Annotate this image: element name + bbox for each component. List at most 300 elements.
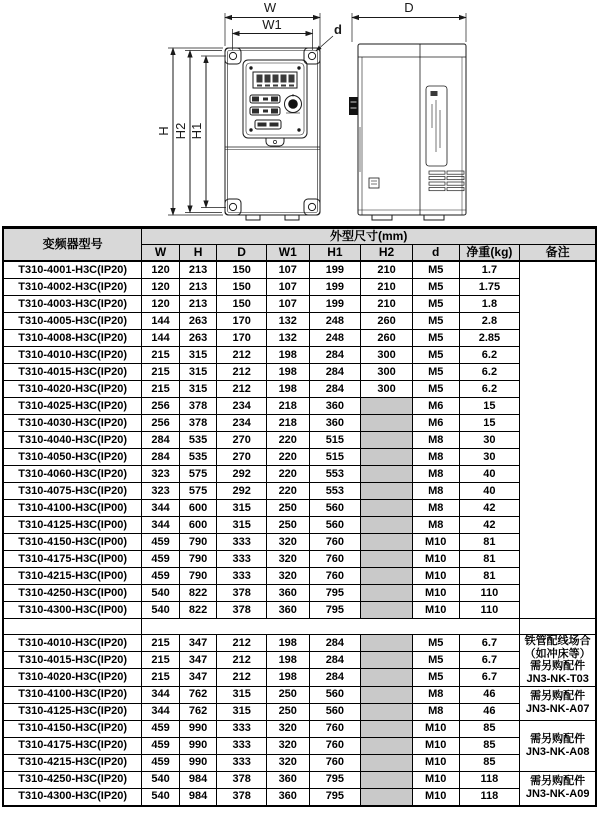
dimension-cell: 213 (179, 296, 216, 313)
dimension-cell: M6 (412, 415, 459, 432)
dimension-cell: 760 (309, 737, 361, 754)
dimension-cell: 30 (459, 449, 520, 466)
dimension-cell: 600 (179, 517, 216, 534)
dimension-cell: 360 (309, 398, 361, 415)
dimension-cell: 284 (309, 364, 361, 381)
dimension-cell: 234 (217, 415, 267, 432)
dimension-cell: 248 (309, 313, 361, 330)
dimension-cell: 553 (309, 466, 361, 483)
dimension-cell: 40 (459, 466, 520, 483)
dimension-cell: M5 (412, 296, 459, 313)
dimension-cell: 760 (309, 720, 361, 737)
dimension-cell: 600 (179, 500, 216, 517)
table-row (3, 686, 596, 703)
dimension-cell: 315 (217, 500, 267, 517)
model-cell: T310-4150-H3C(IP00) (3, 534, 142, 551)
dimension-cell: 85 (459, 720, 520, 737)
table-row (3, 754, 596, 771)
dimension-cell: 795 (309, 602, 361, 619)
model-cell: T310-4015-H3C(IP20) (3, 364, 142, 381)
table-row (3, 279, 596, 296)
table-row (3, 381, 596, 398)
dimension-cell: 210 (361, 261, 413, 279)
dimension-cell: 378 (179, 398, 216, 415)
dimension-cell: 198 (266, 364, 309, 381)
dimension-cell: 300 (361, 364, 413, 381)
dimension-cell: 344 (142, 703, 179, 720)
dimension-cell: 132 (266, 313, 309, 330)
table-row (3, 347, 596, 364)
table-row (3, 449, 596, 466)
dimension-cell: 344 (142, 500, 179, 517)
dimension-cell: 315 (179, 364, 216, 381)
dimension-cell: 760 (309, 754, 361, 771)
table-row (3, 788, 596, 806)
separator-row (3, 619, 596, 635)
remark-cell (520, 720, 596, 771)
dimension-cell: M10 (412, 720, 459, 737)
dimension-cell: 333 (217, 534, 267, 551)
table-header (3, 228, 596, 262)
dimension-cell: 6.2 (459, 381, 520, 398)
dimension-cell: 1.8 (459, 296, 520, 313)
dimension-cell: 81 (459, 568, 520, 585)
dimension-cell: 333 (217, 754, 267, 771)
dimension-cell: 1.7 (459, 261, 520, 279)
dimension-cell: 144 (142, 313, 179, 330)
model-cell: T310-4060-H3C(IP20) (3, 466, 142, 483)
dimension-cell: 170 (217, 330, 267, 347)
dimension-cell (361, 483, 413, 500)
dimension-cell: 284 (309, 381, 361, 398)
dimension-cell: 344 (142, 517, 179, 534)
dimension-cell: 535 (179, 449, 216, 466)
dimension-cell: 323 (142, 483, 179, 500)
dimension-cell: 218 (266, 415, 309, 432)
dimension-cell: 315 (179, 347, 216, 364)
dimension-cell: 198 (266, 381, 309, 398)
dimension-cell: 212 (217, 364, 267, 381)
dimension-cell: 150 (217, 279, 267, 296)
dimension-cell: 270 (217, 432, 267, 449)
model-cell: T310-4175-H3C(IP20) (3, 737, 142, 754)
separator-cell (520, 619, 596, 635)
dimension-cell: 990 (179, 737, 216, 754)
dimension-cell: 1.75 (459, 279, 520, 296)
dimension-cell: 250 (266, 500, 309, 517)
dimension-cell: 6.2 (459, 364, 520, 381)
model-cell: T310-4008-H3C(IP20) (3, 330, 142, 347)
dimension-cell: M8 (412, 432, 459, 449)
dimension-cell: 540 (142, 602, 179, 619)
model-cell: T310-4005-H3C(IP20) (3, 313, 142, 330)
dimension-cell: 292 (217, 466, 267, 483)
model-cell: T310-4215-H3C(IP20) (3, 754, 142, 771)
dimension-cell: 459 (142, 754, 179, 771)
front-height2-label: H2 (173, 122, 188, 140)
remark-cell (520, 686, 596, 720)
dimension-cell: 795 (309, 771, 361, 788)
dimension-cell: 198 (266, 635, 309, 652)
dimension-cell (361, 449, 413, 466)
dimension-cell: 215 (142, 669, 179, 686)
remark-cell (520, 261, 596, 619)
dimension-cell: 760 (309, 534, 361, 551)
dimension-cell: 347 (179, 669, 216, 686)
dimension-cell: 320 (266, 720, 309, 737)
dimension-cell: 218 (266, 398, 309, 415)
dimension-cell: 150 (217, 296, 267, 313)
front-width1-label: W1 (262, 17, 282, 32)
dimension-cell: 144 (142, 330, 179, 347)
dimension-cell: 6.7 (459, 669, 520, 686)
dimension-cell: 40 (459, 483, 520, 500)
col-header-w: W (142, 245, 179, 262)
dimension-cell: M10 (412, 551, 459, 568)
dimension-cell: 263 (179, 313, 216, 330)
dimension-cell: 320 (266, 737, 309, 754)
dimension-cell: 85 (459, 737, 520, 754)
dimension-cell (361, 635, 413, 652)
model-cell: T310-4100-H3C(IP20) (3, 686, 142, 703)
dimension-cell: 760 (309, 568, 361, 585)
dimension-cell (361, 686, 413, 703)
dimensions-table (2, 226, 597, 807)
dimension-cell: 6.7 (459, 635, 520, 652)
remark-line: （如冲床等） (524, 647, 591, 660)
table-row (3, 652, 596, 669)
dimension-cell: 760 (309, 551, 361, 568)
dimension-cell: 320 (266, 551, 309, 568)
dimension-cell: 198 (266, 347, 309, 364)
dimension-cell: 347 (179, 652, 216, 669)
dimension-cell: 300 (361, 347, 413, 364)
model-cell: T310-4010-H3C(IP20) (3, 635, 142, 652)
dimension-cell: M10 (412, 754, 459, 771)
dimension-cell: 220 (266, 466, 309, 483)
dimension-cell: 560 (309, 686, 361, 703)
dimension-cell: 270 (217, 449, 267, 466)
dimension-cell (361, 771, 413, 788)
dimension-cell: 284 (142, 449, 179, 466)
dimension-cell: M10 (412, 534, 459, 551)
dimension-cell: 215 (142, 635, 179, 652)
dimension-cell: 378 (179, 415, 216, 432)
table-row (3, 296, 596, 313)
table-row (3, 398, 596, 415)
model-cell: T310-4050-H3C(IP20) (3, 449, 142, 466)
dimension-cell: 212 (217, 347, 267, 364)
dimension-cell: 107 (266, 261, 309, 279)
model-cell: T310-4100-H3C(IP00) (3, 500, 142, 517)
dimension-cell: 250 (266, 703, 309, 720)
dimension-cell: M5 (412, 635, 459, 652)
table-row (3, 602, 596, 619)
dimension-cell: 333 (217, 737, 267, 754)
dimension-cell: 6.7 (459, 652, 520, 669)
dimension-cell: M10 (412, 602, 459, 619)
dimension-cell: M8 (412, 483, 459, 500)
table-row (3, 466, 596, 483)
dimension-cell: 256 (142, 398, 179, 415)
dimension-cell: M8 (412, 466, 459, 483)
dimension-cell: 560 (309, 500, 361, 517)
dimension-cell (361, 788, 413, 806)
table-row (3, 517, 596, 534)
front-height1-label: H1 (189, 122, 204, 140)
dimension-cell: 46 (459, 686, 520, 703)
dimension-cell: 170 (217, 313, 267, 330)
dimension-cell: 459 (142, 720, 179, 737)
dimension-cell: 110 (459, 585, 520, 602)
model-cell: T310-4001-H3C(IP20) (3, 261, 142, 279)
dimension-cell: 284 (309, 347, 361, 364)
model-cell: T310-4150-H3C(IP20) (3, 720, 142, 737)
dimension-cell (361, 737, 413, 754)
dimension-cell: 575 (179, 483, 216, 500)
dimension-cell: 515 (309, 432, 361, 449)
model-cell: T310-4030-H3C(IP20) (3, 415, 142, 432)
seven-segment-display (257, 75, 295, 87)
table-row (3, 568, 596, 585)
dimension-cell: 540 (142, 585, 179, 602)
dimension-cell: 215 (142, 381, 179, 398)
dimension-cell: 822 (179, 602, 216, 619)
dimension-cell: 81 (459, 534, 520, 551)
remark-line: 需另购配件 (530, 690, 586, 703)
remark-cell (520, 771, 596, 806)
dimension-cell: 118 (459, 771, 520, 788)
model-cell: T310-4250-H3C(IP00) (3, 585, 142, 602)
dimension-cell: 535 (179, 432, 216, 449)
dimension-cell: 315 (179, 381, 216, 398)
model-cell: T310-4125-H3C(IP20) (3, 703, 142, 720)
table-row (3, 313, 596, 330)
separator-cell (3, 619, 142, 635)
dimension-cell (361, 720, 413, 737)
dimension-cell: M5 (412, 381, 459, 398)
dimension-cell: 220 (266, 483, 309, 500)
model-cell: T310-4175-H3C(IP00) (3, 551, 142, 568)
col-header-remark: 备注 (520, 245, 596, 262)
dimension-cell: M8 (412, 686, 459, 703)
dimension-cell: 234 (217, 398, 267, 415)
dimension-cell: M5 (412, 347, 459, 364)
model-cell: T310-4215-H3C(IP00) (3, 568, 142, 585)
dimension-cell (361, 703, 413, 720)
model-cell: T310-4003-H3C(IP20) (3, 296, 142, 313)
dimension-cell: 575 (179, 466, 216, 483)
dimension-cell: 210 (361, 279, 413, 296)
table-row (3, 534, 596, 551)
separator-cell (142, 619, 520, 635)
dimension-cell: 215 (142, 364, 179, 381)
table-row (3, 364, 596, 381)
dimension-cell: M10 (412, 771, 459, 788)
table-row (3, 737, 596, 754)
model-cell: T310-4020-H3C(IP20) (3, 669, 142, 686)
dimension-cell: 284 (309, 652, 361, 669)
dimension-cell: 320 (266, 568, 309, 585)
dimension-cell: 248 (309, 330, 361, 347)
dimension-cell: 459 (142, 551, 179, 568)
dimension-cell: M8 (412, 500, 459, 517)
dimension-cell: 560 (309, 703, 361, 720)
dimension-cell: 347 (179, 635, 216, 652)
dimension-cell: 284 (309, 635, 361, 652)
dimension-cell: 560 (309, 517, 361, 534)
col-header-hole: d (412, 245, 459, 262)
dimension-cell: 333 (217, 551, 267, 568)
dimension-cell: M8 (412, 703, 459, 720)
dimension-cell: 210 (361, 296, 413, 313)
dimension-cell: 212 (217, 669, 267, 686)
dimension-cell (361, 551, 413, 568)
dimension-cell: 198 (266, 669, 309, 686)
dimension-cell: 790 (179, 568, 216, 585)
model-cell: T310-4015-H3C(IP20) (3, 652, 142, 669)
remark-line: JN3-NK-T03 (526, 672, 589, 685)
dimension-cell: 795 (309, 788, 361, 806)
dimension-cell: 795 (309, 585, 361, 602)
dimension-cell: 107 (266, 279, 309, 296)
dimension-cell: 263 (179, 330, 216, 347)
model-cell: T310-4020-H3C(IP20) (3, 381, 142, 398)
table-row (3, 585, 596, 602)
dimension-cell: 107 (266, 296, 309, 313)
front-width-label: W (263, 0, 277, 15)
col-header-w1: W1 (266, 245, 309, 262)
dimension-cell: 6.2 (459, 347, 520, 364)
dimension-cell (361, 568, 413, 585)
dimension-cell: 199 (309, 261, 361, 279)
dimension-cell: 150 (217, 261, 267, 279)
col-header-model: 变频器型号 (3, 228, 142, 262)
dimension-cell: 323 (142, 466, 179, 483)
dimension-cell: 360 (309, 415, 361, 432)
col-header-h2: H2 (361, 245, 413, 262)
dimension-cell: 540 (142, 788, 179, 806)
dimension-cell: M5 (412, 279, 459, 296)
dimension-cell: 85 (459, 754, 520, 771)
dimension-cell: 515 (309, 449, 361, 466)
dimension-cell: 120 (142, 279, 179, 296)
dimension-cell: M5 (412, 364, 459, 381)
dimension-cell: 762 (179, 686, 216, 703)
model-cell: T310-4300-H3C(IP00) (3, 602, 142, 619)
front-view-drawing (168, 13, 333, 220)
dimension-cell: 378 (217, 585, 267, 602)
col-header-h: H (179, 245, 216, 262)
dimension-cell (361, 500, 413, 517)
dimension-cell: M10 (412, 585, 459, 602)
dimension-cell: 990 (179, 754, 216, 771)
dimension-cell: 2.85 (459, 330, 520, 347)
side-view-drawing (349, 13, 466, 220)
table-row (3, 261, 596, 279)
model-cell: T310-4002-H3C(IP20) (3, 279, 142, 296)
table-row (3, 432, 596, 449)
table-body (3, 261, 596, 806)
remark-cell (520, 635, 596, 687)
dimension-cell: 120 (142, 296, 179, 313)
model-cell: T310-4300-H3C(IP20) (3, 788, 142, 806)
model-cell: T310-4025-H3C(IP20) (3, 398, 142, 415)
table-row (3, 330, 596, 347)
col-header-outline-dimensions: 外型尺寸(mm) (142, 228, 596, 245)
dimension-cell: 118 (459, 788, 520, 806)
dimension-cell: 762 (179, 703, 216, 720)
dimension-cell: M5 (412, 330, 459, 347)
model-cell: T310-4010-H3C(IP20) (3, 347, 142, 364)
dimension-cell: 990 (179, 720, 216, 737)
dimension-cell: 459 (142, 568, 179, 585)
dimension-cell: 250 (266, 517, 309, 534)
remark-line: JN3-NK-A09 (525, 788, 590, 801)
dimension-cell: 220 (266, 432, 309, 449)
dimension-cell: M5 (412, 652, 459, 669)
dimension-cell (361, 466, 413, 483)
dimension-cell: 360 (266, 585, 309, 602)
dimension-cell: 15 (459, 415, 520, 432)
dimension-cell: 212 (217, 381, 267, 398)
dimension-cell: 250 (266, 686, 309, 703)
table-row (3, 483, 596, 500)
dimension-cell: 984 (179, 771, 216, 788)
model-cell: T310-4075-H3C(IP20) (3, 483, 142, 500)
dimension-cell: 553 (309, 483, 361, 500)
dimension-cell: 46 (459, 703, 520, 720)
dimension-cell: M6 (412, 398, 459, 415)
dimension-cell: 220 (266, 449, 309, 466)
dimension-cell: 2.8 (459, 313, 520, 330)
dimension-cell: 984 (179, 788, 216, 806)
dimension-cell: 378 (217, 788, 267, 806)
remark-line: JN3-NK-A07 (525, 703, 590, 716)
dimension-cell: 42 (459, 500, 520, 517)
col-header-h1: H1 (309, 245, 361, 262)
dimension-cell: 315 (217, 517, 267, 534)
dimension-cell: 378 (217, 602, 267, 619)
table-row (3, 500, 596, 517)
dimension-cell: 256 (142, 415, 179, 432)
dimension-cell: 790 (179, 534, 216, 551)
remark-line: 需另购配件 (530, 732, 586, 745)
dimension-cell: 320 (266, 534, 309, 551)
front-height-label: H (156, 126, 171, 136)
dimension-cell: 199 (309, 279, 361, 296)
dimension-cell: 315 (217, 703, 267, 720)
dimension-cell: 300 (361, 381, 413, 398)
dimension-cell: 360 (266, 771, 309, 788)
remark-line: 铁管配线场合 (524, 635, 591, 647)
dimension-cell: M10 (412, 568, 459, 585)
dimension-cell (361, 415, 413, 432)
dimension-cell: 360 (266, 602, 309, 619)
model-cell: T310-4040-H3C(IP20) (3, 432, 142, 449)
table-row (3, 551, 596, 568)
dimension-cell: 215 (142, 652, 179, 669)
dimension-cell: M5 (412, 313, 459, 330)
table-row (3, 703, 596, 720)
dimension-cell: M8 (412, 449, 459, 466)
model-cell: T310-4125-H3C(IP00) (3, 517, 142, 534)
dimension-cell: 199 (309, 296, 361, 313)
dimension-cell (361, 602, 413, 619)
dimension-cell: M10 (412, 788, 459, 806)
dimension-cell: 284 (142, 432, 179, 449)
dimension-cell (361, 534, 413, 551)
